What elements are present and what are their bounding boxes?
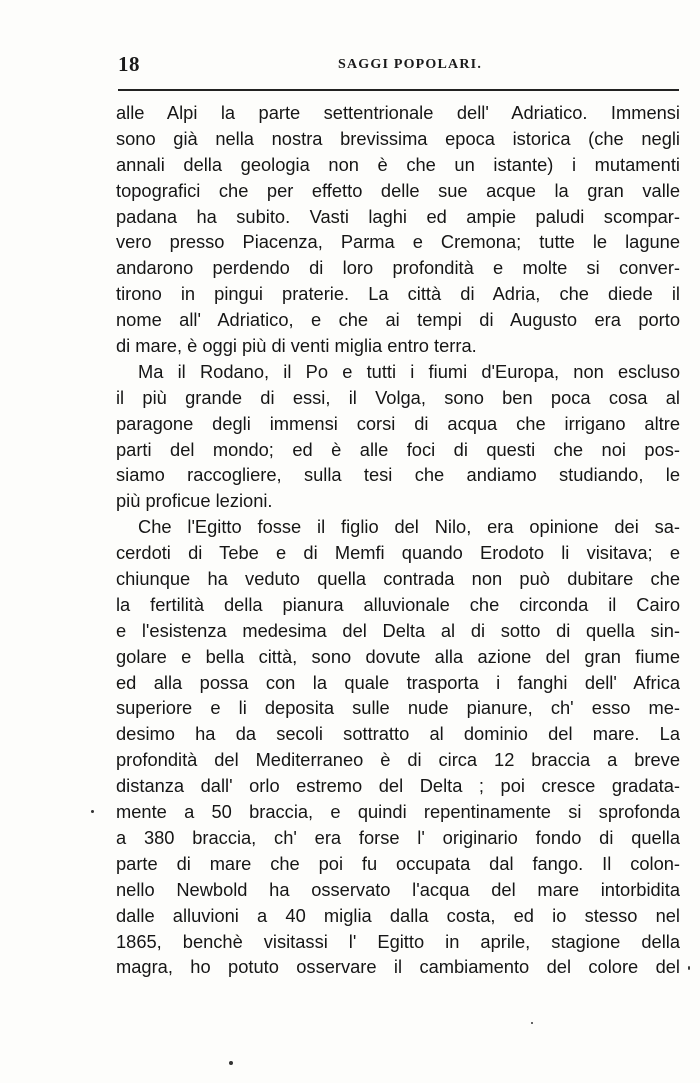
text-line: annali della geologia non è che un istante) i mutamenti [116,153,680,175]
text-line: magra, ho potuto osservare il cambiamento del colore del [116,956,680,978]
text-line: ed alla possa con la quale trasporta i fanghi dell' Africa [116,671,680,693]
text-line: desimo ha da secoli sottratto al dominio del mare. La [116,723,680,745]
text-line: nello Newbold ha osservato l'acqua del mare intorbidita [116,878,680,900]
text-line: padana ha subito. Vasti laghi ed ampie paludi scompar- [116,205,680,227]
text-line: più proficue lezioni. [116,490,273,512]
text-line: andarono perdendo di loro profondità e molte si conver- [116,257,680,279]
text-line: e l'esistenza medesima del Delta al di sotto di quella sin- [116,619,680,641]
text-line: Ma il Rodano, il Po e tutti i fiumi d'Europa, non escluso [138,360,680,382]
text-line: topografici che per effetto delle sue acque la gran valle [116,179,680,201]
ink-speck [229,1061,233,1065]
ink-speck [91,810,94,813]
text-line: profondità del Mediterraneo è di circa 12 braccia a breve [116,749,680,771]
text-line: tirono in pingui praterie. La città di Adria, che diede il [116,283,680,305]
text-line: 1865, benchè visitassi l' Egitto in aprile, stagione della [116,930,680,952]
text-line: distanza dall' orlo estremo del Delta ; poi cresce gradata- [116,775,680,797]
ink-speck [531,1022,533,1024]
header-rule [118,89,679,91]
text-line: paragone degli immensi corsi di acqua che irrigano altre [116,412,680,434]
text-line: dalle alluvioni a 40 miglia dalla costa, ed io stesso nel [116,904,680,926]
body-text [116,100,680,980]
ink-speck [688,966,690,970]
text-line: siamo raccogliere, sulla tesi che andiamo studiando, le [116,464,680,486]
text-line: alle Alpi la parte settentrionale dell' Adriatico. Immensi [116,102,680,123]
text-line: a 380 braccia, ch' era forse l' originario fondo di quella [116,826,680,848]
text-line: golare e bella città, sono dovute alla azione del gran fiume [116,645,680,667]
text-line: cerdoti di Tebe e di Memfi quando Erodoto li visitava; e [116,542,680,564]
running-head [118,52,679,82]
text-line: parti del mondo; ed è alle foci di questi che noi pos- [116,438,680,460]
text-line: nome all' Adriatico, e che ai tempi di Augusto era porto [116,309,680,331]
text-line: mente a 50 braccia, e quindi repentinamente si sprofonda [116,801,680,823]
text-line: la fertilità della pianura alluvionale che circonda il Cairo [116,593,680,615]
text-line: chiunque ha veduto quella contrada non può dubitare che [116,568,680,590]
text-line: superiore e li deposita sulle nude pianure, ch' esso me- [116,697,680,719]
running-title: SAGGI POPOLARI. [338,57,483,72]
text-line: parte di mare che poi fu occupata dal fango. Il colon- [116,852,680,874]
text-line: di mare, è oggi più di venti miglia entro terra. [116,335,477,357]
text-line: il più grande di essi, il Volga, sono ben poca cosa al [116,386,680,408]
text-line: sono già nella nostra brevissima epoca istorica (che negli [116,127,680,149]
text-line: vero presso Piacenza, Parma e Cremona; tutte le lagune [116,231,680,253]
page-number: 18 [118,52,140,76]
text-line: Che l'Egitto fosse il figlio del Nilo, era opinione dei sa- [138,516,680,538]
